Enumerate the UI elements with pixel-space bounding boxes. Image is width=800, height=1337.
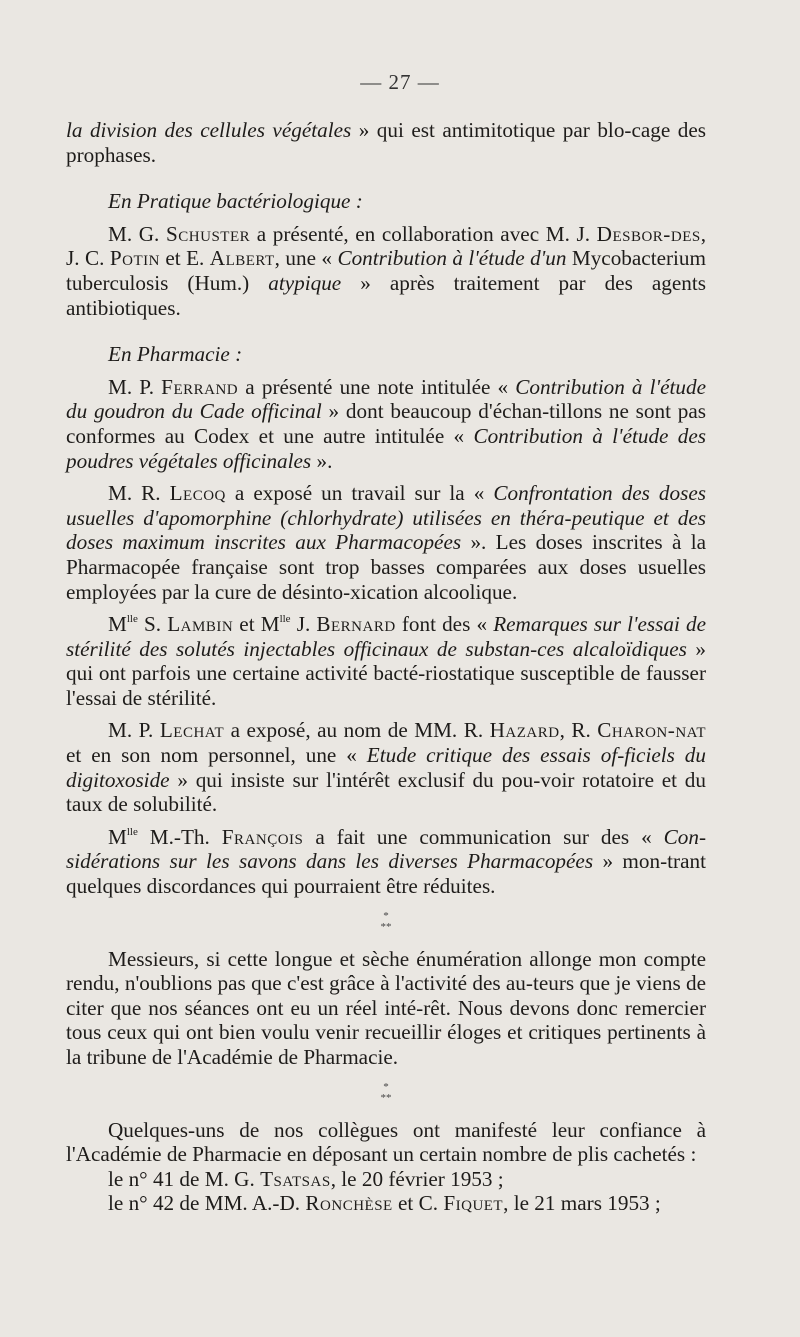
paragraph-lambin-bernard (66, 612, 706, 710)
section-heading-bacteriologique: En Pratique bactériologique : (108, 189, 363, 214)
text-run: a présenté, en collaboration avec M. J. (250, 221, 597, 246)
italic-title: Etude critique des essais of-ficiels du digitoxoside (66, 743, 706, 792)
paragraph-francois (66, 825, 706, 899)
author-name: François (221, 824, 304, 849)
author-name: Ronchèse (305, 1191, 393, 1216)
text-run: a présenté une note intitulée « (238, 374, 516, 399)
paragraph-schuster (66, 222, 706, 320)
italic-title: la division des cellules végétales (66, 118, 352, 142)
text-run: M (108, 824, 127, 849)
text-run: M (108, 612, 127, 637)
author-name: Desbor-des (596, 221, 701, 246)
text-run: , J. C. (66, 221, 706, 271)
author-name: Tsatsas (260, 1166, 331, 1191)
paragraph-messieurs: Messieurs, si cette longue et sèche énumération allonge mon compte rendu, n'oublions pas que c'est grâce à l'activité des au-teurs que je viens de citer que nos séances ont eu un réel inté-rêt. Nous devons donc remercier tous ceux qui ont bien voulu venir recueillir éloges et critiques pertinents à la tribune de l'Académie de Pharmacie. (66, 946, 706, 1069)
text-run: Mycobacterium tuberculosis (Hum.) (66, 246, 707, 295)
section-heading-pharmacie: En Pharmacie : (108, 342, 243, 367)
text-run: font des « (395, 612, 494, 637)
author-name: Charon-nat (597, 718, 706, 743)
italic-title: Con-sidérations sur les savons dans les diverses Pharmacopées (66, 824, 707, 874)
italic-title: Contribution à l'étude du goudron du Cade officinal (66, 374, 706, 424)
author-name: Albert (209, 246, 275, 271)
paragraph-ferrand (66, 375, 706, 473)
list-item-pli-42 (66, 1191, 706, 1216)
text-run: a exposé un travail sur la « (225, 481, 494, 506)
text-run: M. G. (108, 221, 166, 246)
text-run: , R. (559, 718, 598, 743)
asterism-separator: * ** (380, 909, 392, 933)
text-run: » qui ont parfois une certaine activité bacté-riostatique susceptible de fausser l'essai de stérilité. (66, 636, 707, 710)
asterism-separator: * ** (380, 1080, 392, 1104)
author-name: Lecoq (169, 481, 226, 506)
text-run: le n° 41 de M. G. (108, 1166, 261, 1191)
italic-title: Confrontation des doses usuelles d'apomorphine (chlorhydrate) utilisées en théra-peutique et des doses maximum inscrites aux Pharmacopées (66, 481, 706, 555)
text-run: a fait une communication sur des « (303, 824, 664, 849)
list-item-pli-41 (66, 1167, 706, 1192)
italic-title: Remarques sur l'essai de stérilité des solutés injectables officinaux de substan-ces alcaloïdiques (66, 612, 706, 661)
paragraph-division-cellules (66, 118, 706, 167)
text-run: M. P. (108, 718, 160, 743)
italic-title: Contribution à l'étude des poudres végétales officinales (66, 423, 706, 473)
text-run: et E. (159, 246, 210, 271)
text-run: » mon-trant quelques discordances qui pourraient être réduites. (66, 849, 706, 899)
author-name: Fiquet (443, 1191, 504, 1216)
italic-title: Contribution à l'étude d'un (337, 246, 567, 271)
superscript: lle (279, 613, 291, 626)
author-name: Ferrand (161, 374, 239, 399)
paragraph-lecoq (66, 481, 706, 604)
text-run: le n° 42 de MM. A.-D. (108, 1191, 306, 1216)
text-run: J. (290, 612, 317, 637)
text-run: » qui insiste sur l'intérêt exclusif du pou-voir rotatoire et du taux de solubilité. (66, 767, 706, 817)
superscript: lle (126, 613, 138, 626)
author-name: Hazard (489, 718, 560, 743)
body-text (66, 118, 706, 1216)
text-run: ». (311, 448, 333, 473)
text-run: S. (137, 612, 168, 637)
page-number: — 27 — (360, 70, 440, 94)
author-name: Lambin (167, 612, 234, 637)
text-run: , une « (274, 246, 338, 271)
text-run: » dont beaucoup d'échan-tillons ne sont pas conformes au Codex et une autre intitulée « (66, 399, 706, 448)
text-run: » après traitement par des agents antibiotiques. (66, 270, 706, 320)
text-run: a exposé, au nom de MM. R. (224, 718, 490, 743)
author-name: Bernard (316, 612, 396, 637)
text-run: M.-Th. (137, 824, 222, 849)
text-run: ». Les doses inscrites à la Pharmacopée française sont trop basses comparées aux doses usuelles employées par la cure de désinto-xication alcoolique. (66, 530, 706, 604)
text-run: et en son nom personnel, une « (66, 743, 367, 768)
text-run: et M (233, 612, 280, 637)
superscript: lle (126, 825, 138, 838)
text-run: , le 20 février 1953 ; (330, 1166, 504, 1191)
text-run: , le 21 mars 1953 ; (503, 1191, 661, 1216)
text-run: M. R. (108, 481, 170, 506)
text-run: et C. (392, 1191, 444, 1216)
paragraph-plis-cachetes: Quelques-uns de nos collègues ont manifesté leur confiance à l'Académie de Pharmacie en déposant un certain nombre de plis cachetés : (66, 1117, 706, 1167)
italic-title: atypique (268, 270, 342, 295)
paragraph-lechat (66, 718, 706, 816)
author-name: Potin (109, 246, 160, 271)
author-name: Schuster (165, 221, 251, 246)
text-run: » qui est antimitotique par blo-cage des prophases. (66, 118, 706, 167)
author-name: Lechat (159, 718, 225, 743)
text-run: M. P. (108, 374, 162, 399)
